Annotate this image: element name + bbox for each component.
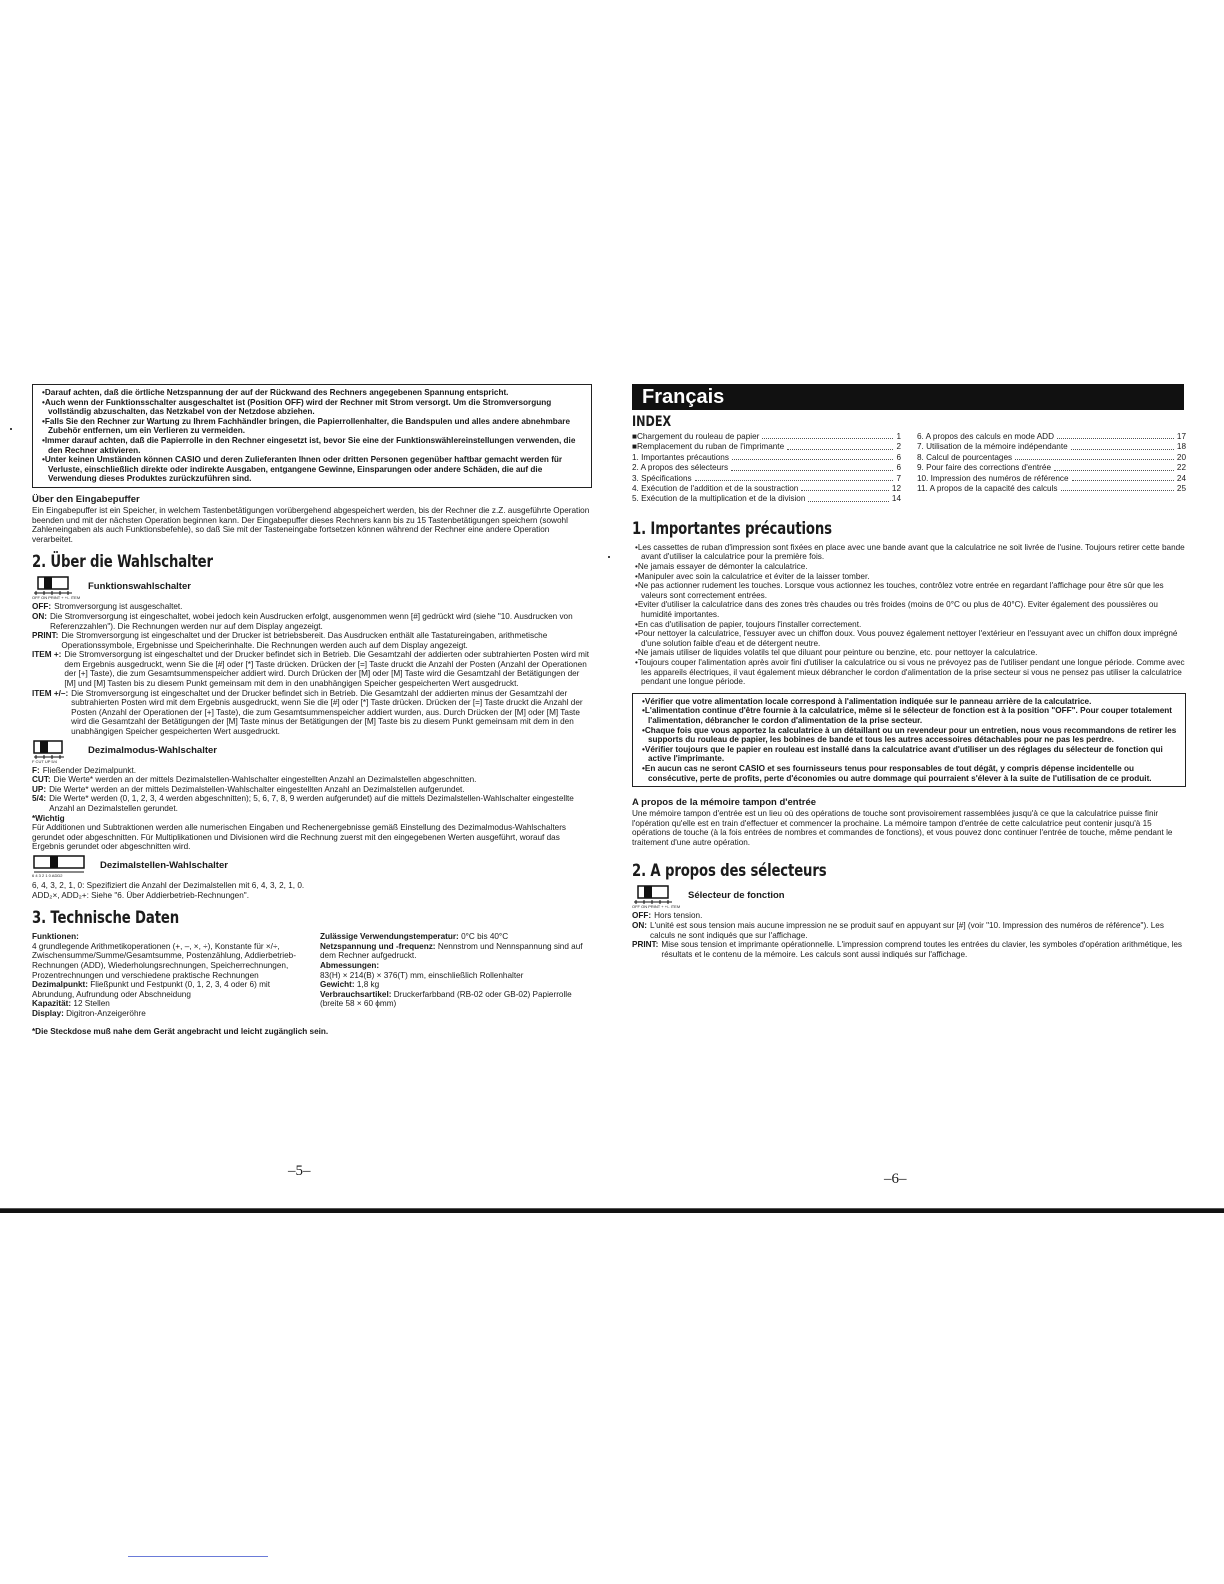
index-entry <box>917 474 1186 484</box>
spec-value: 0°C bis 40°C <box>461 932 509 942</box>
definition-value: Die Werte* werden an der mittels Dezimalstellen-Wahlschalter eingestellten Anzahl an Dezimalstellen aufgerundet. <box>49 784 465 794</box>
section-2-title: 2. Über die Wahlschalter <box>32 552 213 573</box>
function-selector-icon <box>632 885 681 910</box>
definition-key: 5/4: <box>32 794 47 804</box>
index-entry-page: 6 <box>896 463 901 473</box>
index-entry-page: 17 <box>1176 432 1186 441</box>
index-entry-title: 5. Exécution de la multiplication et de la division <box>632 494 806 504</box>
definition-key: OFF: <box>632 911 652 921</box>
spec-value: Druckerfarbband (RB-02 oder GB-02) Papierrolle (breite 58 × 60 ϕmm) <box>320 989 572 1009</box>
index-entry <box>632 484 901 494</box>
index-entry-title: ■Remplacement du ruban de l'imprimante <box>632 442 785 452</box>
index-entry-page: 1 <box>896 432 901 441</box>
precaution-item: •Toujours couper l'alimentation après avoir fini d'utiliser la calculatrice ou si vous ne prévoyez pas de l'utiliser pendant une longue période. Comme avec les appareils électriques, il vaut également mieux débrancher le cordon d'alimentation de la prise secteur si vous ne pensez pas utiliser la calculatrice pendant une longue période. <box>635 657 1185 687</box>
index-entry-page: 24 <box>1176 473 1186 483</box>
precautions-list <box>632 543 1186 687</box>
index-entry <box>632 463 901 473</box>
precaution-item: •En cas d'utilisation de papier, toujours l'installer correctement. <box>635 619 862 629</box>
scan-speck <box>608 556 610 558</box>
scan-artifact-line <box>128 1556 268 1557</box>
index-dot-leader <box>1015 453 1174 460</box>
warning-item: •Falls Sie den Rechner zur Wartung zu Ihrem Fachhändler bringen, die Papierrollenhalter, die Bandspulen und alles andere abnehmbare Zubehör entfernen, um ein Verlieren zu vermeiden. <box>42 416 571 436</box>
section-3-title: 3. Technische Daten <box>32 908 180 929</box>
spec-value: Fließpunkt und Festpunkt (0, 1, 2, 3, 4 oder 6) mit Abrundung, Aufrundung oder Abschneidung <box>32 980 271 999</box>
decimal-place-text-1: 6, 4, 3, 2, 1, 0: Spezifiziert die Anzahl der Dezimalstellen mit 6, 4, 3, 2, 1, 0. <box>32 880 305 890</box>
warning-item: •L'alimentation continue d'être fournie à la calculatrice, même si le sélecteur de fonction est à la position "OFF". Pour couper totalement l'alimentation, débrancher le cordon d'alimentation de la prise secteur. <box>642 706 1172 725</box>
spec-label: Zulässige Verwendungstemperatur: <box>320 932 459 942</box>
definition-row <box>32 794 592 813</box>
index-dot-leader <box>808 494 888 501</box>
index-entry <box>632 442 901 452</box>
spec-row <box>320 932 592 942</box>
function-switch-label: Funktionswahlschalter <box>88 581 191 593</box>
warning-item: •Vérifier toujours que le papier en rouleau est installé dans la calculatrice avant d'utiliser un des réglages du sélecteur de fonction qui active l'imprimante. <box>642 744 1163 764</box>
definition-row <box>32 631 592 650</box>
function-selector-label: Sélecteur de fonction <box>688 890 785 902</box>
technical-data <box>32 932 592 1018</box>
buffer-title: Über den Eingabepuffer <box>32 493 140 505</box>
spec-row <box>32 942 304 980</box>
index-entry-title: 8. Calcul de pourcentages <box>917 452 1013 462</box>
section-1-title-fr: 1. Importantes précautions <box>632 518 832 539</box>
definition-value: Stromversorgung ist ausgeschaltet. <box>54 602 183 612</box>
index-entry-title: ■Chargement du rouleau de papier <box>632 432 760 441</box>
definition-value: Die Werte* werden an der mittels Dezimalstellen-Wahlschalter eingestellten Anzahl an Dezimalstellen abgeschnitten. <box>53 775 477 785</box>
spec-row <box>320 942 592 961</box>
language-banner: Français <box>632 384 1184 410</box>
spec-row <box>32 999 304 1009</box>
decimal-place-text-2: ADD₂×, ADD₂+: Siehe "6. Über Addierbetrieb-Rechnungen". <box>32 890 249 900</box>
index-dot-leader <box>1072 474 1174 481</box>
definition-row <box>32 785 592 795</box>
precaution-item: •Pour nettoyer la calculatrice, l'essuyer avec un chiffon doux. Vous pouvez également nettoyer l'extérieur en l'essuyant avec un chiffon doux imprégné d'une solution faible d'eau et de détergent neutre. <box>635 629 1178 648</box>
index-entry-page: 25 <box>1176 484 1186 494</box>
index-dot-leader <box>1057 432 1174 439</box>
index-entry-title: 7. Utilisation de la mémoire indépendante <box>917 442 1068 452</box>
index-dot-leader <box>1054 463 1174 470</box>
index-entry-title: 9. Pour faire des corrections d'entrée <box>917 463 1051 473</box>
function-switch-icon <box>32 576 81 601</box>
warning-box-german <box>32 384 592 488</box>
precaution-item: •Eviter d'utiliser la calculatrice dans des zones très chaudes ou très froides (moins de 0°C ou plus de 40°C). Eviter également des poussières ou humidité importantes. <box>635 600 1158 619</box>
page-number-left: –5– <box>288 1163 311 1179</box>
function-switch-ticks: OFF ON PRINT + +/- ITEM <box>32 595 81 601</box>
decimal-place-switch-icon <box>32 855 88 879</box>
spec-value: 12 Stellen <box>73 999 110 1009</box>
definition-value: Fließender Dezimalpunkt. <box>42 765 137 775</box>
definition-row <box>632 911 1186 921</box>
technical-data-left-column <box>32 932 304 1018</box>
index-entry-title: 1. Importantes précautions <box>632 452 729 462</box>
index-entry <box>917 453 1186 463</box>
warning-item: •Unter keinen Umständen können CASIO und deren Zulieferanten Ihnen oder dritten Personen gegenüber haftbar gemacht werden für Verluste, einschließlich direkte oder indirekte Ausgaben, entgangene Gewinne, Einsparungen oder andere Schäden, die auf die Verwendung dieses Produktes zurückzuführen sind. <box>42 455 563 484</box>
spec-row <box>320 961 592 971</box>
index-entry-title: 10. Impression des numéros de référence <box>917 473 1069 483</box>
definition-row <box>632 921 1186 940</box>
precaution-item: •Ne jamais utiliser de liquides volatils tel que diluant pour peinture ou benzine, etc. pour nettoyer la calculatrice. <box>635 648 1038 658</box>
index-entry <box>632 453 901 463</box>
definition-value: Die Stromversorgung ist eingeschaltet und der Drucker befindet sich in Betrieb. Die Gesamtzahl der addierten oder subtrahierten Posten wird mit dem Ergebnis ausgedruckt, wenn Sie die [#] oder [*] Taste drücken. Drücken der [=] Taste druckt die Anzahl der Posten (Anzahl der Operationen der [+] Taste), die zum Gesamtsummenspeicher addiert wird. Durch Drücken der [M] oder [M] Taste wird die Gesamtzahl der Betätigungen der [M] und [M] Tasten bis zu diesem Punkt gemeinsam mit dem in den unabhängigen Speicher gespeicherten Wert ausgedruckt. <box>64 650 590 689</box>
left-page-german <box>32 384 592 1036</box>
decimal-mode-switch-icon <box>32 740 76 764</box>
buffer-text: Ein Eingabepuffer ist ein Speicher, in welchem Tastenbetätigungen vorübergehend abgespeichert werden, bis der Rechner die z.Z. ausgeführte Operation beenden und mit der nächsten Operation beginnen kann. Der Eingabepuffer dieses Rechners kann bis zu 15 Tastenbetätigungen speichern (sowohl Zahleneingaben als auch Funktionsbefehle), so daß Sie mit der Tasteneingabe fortsetzen können während der Rechner eine andere Operation verarbeitet. <box>32 505 590 544</box>
decimal-place-switch-ticks: 6 4 3 2 1 0 ADD2 <box>32 872 63 878</box>
index-entry <box>632 432 901 442</box>
definition-key: ITEM +: <box>32 650 62 660</box>
decimal-mode-switch-ticks: F CUT UP 5/4 <box>32 758 57 764</box>
index-entry <box>632 494 901 504</box>
warning-item: •Vérifier que votre alimentation locale correspond à l'alimentation indiquée sur le panneau arrière de la calculatrice. <box>642 696 1092 706</box>
index-dot-leader <box>787 442 893 449</box>
definition-row <box>32 650 592 688</box>
index-entry <box>917 463 1186 473</box>
definition-key: ON: <box>32 611 48 621</box>
note-title: *Wichtig <box>32 813 65 823</box>
definition-value: Die Stromversorgung ist eingeschaltet und der Drucker befindet sich in Betrieb. Die Gesamtzahl der addierten minus der Gesamtzahl der subtrahierten Posten wird mit dem Ergebnis ausgedruckt, wenn Sie die [#] oder [*] Taste drücken. Drücken der [=] Taste druckt die Anzahl der Posten (Anzahl der Operationen der [+] Taste), die zum Gesamtsummenspeicher addiert wurden, aus. Durch Drücken der [M] oder [M] Taste wird die Gesamtzahl der Betätigungen der [M] Taste minus der Betätigungen der [M] Taste bis zu diesem Punkt gemeinsam mit dem in den unabhängigen Speicher gespeicherten Wert ausgedruckt. <box>71 688 583 737</box>
definition-value: Die Werte* werden (0, 1, 2, 3, 4 werden abgeschnitten); 5, 6, 7, 8, 9 werden aufgerundet) auf die mittels Dezimalstellen-Wahlschalter eingestellte Anzahl an Dezimalstellen gerundet. <box>49 794 574 813</box>
function-selector-definitions <box>632 911 1186 959</box>
index-dot-leader <box>732 453 893 460</box>
index-title: INDEX <box>632 414 672 430</box>
spec-label: Abmessungen: <box>320 960 380 970</box>
index-entry-title: 4. Exécution de l'addition et de la soustraction <box>632 484 799 494</box>
right-page-french <box>632 384 1186 959</box>
index-dot-leader <box>1061 484 1174 491</box>
spec-row <box>32 980 304 999</box>
function-switch-definitions <box>32 602 592 736</box>
spec-label: Gewicht: <box>320 980 355 990</box>
index-dot-leader <box>1071 442 1174 449</box>
definition-key: OFF: <box>32 602 52 612</box>
spec-label: Display: <box>32 1008 64 1018</box>
scan-speck <box>10 428 12 430</box>
section-2-title-fr: 2. A propos des sélecteurs <box>632 861 827 882</box>
page-bottom-border <box>0 1209 1224 1213</box>
index-right-column <box>917 432 1186 505</box>
warning-item: •Chaque fois que vous apportez la calculatrice à un détaillant ou un revendeur pour un entretien, nous vous recommandons de retirer les supports du rouleau de papier, les bobines de bande et tous les autres accessoires détachables pour ne pas les perdre. <box>642 725 1177 745</box>
spec-row <box>32 932 304 942</box>
precaution-item: •Les cassettes de ruban d'impression sont fixées en place avec une bande avant que la calculatrice ne soit livrée de l'usine. Toujours retirer cette bande avant d'utiliser la calculatrice pour la première fois. <box>635 542 1185 562</box>
definition-row <box>32 602 592 612</box>
spec-row <box>320 980 592 990</box>
warning-item: •Immer darauf achten, daß die Papierrolle in den Rechner eingesetzt ist, bevor Sie eine der Funktionswählereinstellungen verwenden, die den Rechner aktivieren. <box>42 435 576 455</box>
page-number-right: –6– <box>884 1171 907 1187</box>
buffer-text-fr: Une mémoire tampon d'entrée est un lieu où des opérations de touche sont provisoirement rassemblées jusqu'à ce que la calculatrice puisse finir l'opération qu'elle est en train d'effectuer et commencer la prochaine. La mémoire tampon d'entrée de cette calculatrice peut contenir jusqu'à 15 opérations de touche (à la fois entrées de nombres et commandes de fonctions), et vous pouvez donc continuer l'entrée de touche, même pendant le traitement d'une autre opération. <box>632 809 1173 847</box>
index-entry-page: 12 <box>891 484 901 494</box>
definition-row <box>32 612 592 631</box>
index-entry-page: 6 <box>896 452 901 462</box>
index-entry-title: 2. A propos des sélecteurs <box>632 463 729 473</box>
function-selector-row-fr <box>632 885 1186 909</box>
index-entry-page: 18 <box>1176 442 1186 452</box>
decimal-mode-switch-row <box>32 740 592 764</box>
index-entry-page: 7 <box>896 473 901 483</box>
spec-value: 83(H) × 214(B) × 376(T) mm, einschließlich Rollenhalter <box>320 970 524 980</box>
index-entry-page: 22 <box>1176 463 1186 473</box>
index-dot-leader <box>731 463 893 470</box>
function-switch-row <box>32 576 592 600</box>
decimal-mode-definitions <box>32 766 592 814</box>
decimal-mode-switch-label: Dezimalmodus-Wahlschalter <box>88 744 217 756</box>
index-entry-title: 11. A propos de la capacité des calculs <box>917 484 1058 494</box>
index-entry <box>917 442 1186 452</box>
spec-label: Kapazität: <box>32 999 72 1009</box>
index-table <box>632 432 1186 505</box>
function-selector-ticks: OFF ON PRINT + +/- ITEM <box>632 904 681 910</box>
definition-key: UP: <box>32 784 47 794</box>
spec-value: 1,8 kg <box>356 980 380 990</box>
index-entry <box>632 474 901 484</box>
index-left-column <box>632 432 901 505</box>
warning-item: •Darauf achten, daß die örtliche Netzspannung der auf der Rückwand des Rechners angegebenen Spannung entspricht. <box>42 388 509 397</box>
technical-data-right-column <box>320 932 592 1018</box>
note-text: Für Additionen und Subtraktionen werden alle numerischen Eingaben und Rechenergebnisse gemäß Einstellung des Dezimalmodus-Wahlschalters gerundet oder abgeschnitten. Für Multiplikationen und Divisionen wird die Rechnung zuerst mit den eingegebenen Werten ausgeführt, worauf das Ergebnis gerundet oder abgeschnitten wird. <box>32 823 567 852</box>
definition-key: ON: <box>632 921 648 931</box>
index-entry <box>917 484 1186 494</box>
precaution-item: •Ne pas actionner rudement les touches. Lorsque vous actionnez les touches, contrôlez votre entrée en regardant l'affichage pour être sûr que les valeurs sont correctement entrées. <box>635 581 1164 600</box>
precaution-item: •Ne jamais essayer de démonter la calculatrice. <box>635 562 808 572</box>
warning-item: •En aucun cas ne seront CASIO et ses fournisseurs tenus pour responsables de tout dégât, y compris dépense incidentelle ou consécutive, perte de profits, perte d'économies ou autre dommage qui pourraient s'élever à la suite de l'utilisation de ce produit. <box>642 763 1152 783</box>
warning-item: •Auch wenn der Funktionsschalter ausgeschaltet ist (Position OFF) wird der Rechner mit Strom versorgt. Um die Stromversorgung vollständig abzuschalten, das Netzkabel von der Netzdose abziehen. <box>42 397 552 417</box>
spec-value: Digitron-Anzeigeröhre <box>66 1008 146 1018</box>
spec-row <box>320 971 592 981</box>
spec-label: Netzspannung und -frequenz: <box>320 941 436 951</box>
spec-value: 4 grundlegende Arithmetikoperationen (+, –, ×, ÷), Konstante für ×/÷, Zwischensumme/Summe/Gesamtsumme, Postenzählung, Addierbetrieb-Rechnungen (ADD), Wiederholungsrechnungen, Speicherrechnungen, Prozentrechnungen und verschiedene praktische Rechnungen <box>32 941 296 980</box>
definition-row <box>32 766 592 776</box>
definition-key: F: <box>32 765 40 775</box>
definition-value: Mise sous tension et imprimante opérationnelle. L'impression comprend toutes les entrées du clavier, les symboles d'opération arithmétique, les résultats et le contenu de la mémoire. Les calculs sont aussi indiqués sur l'affichage. <box>661 940 1182 959</box>
definition-value: Hors tension. <box>654 911 703 921</box>
definition-key: PRINT: <box>632 940 659 950</box>
decimal-place-switch-row <box>32 855 592 879</box>
index-entry-page: 14 <box>891 494 901 504</box>
definition-row <box>632 940 1186 959</box>
definition-row <box>32 689 592 737</box>
definition-key: CUT: <box>32 775 51 785</box>
spec-value: Nennstrom und Nennspannung sind auf dem Rechner aufgedruckt. <box>320 941 583 961</box>
definition-row <box>32 775 592 785</box>
index-entry-page: 2 <box>896 442 901 452</box>
index-dot-leader <box>801 484 889 491</box>
spec-row <box>32 1009 304 1019</box>
definition-value: Die Stromversorgung ist eingeschaltet, wobei jedoch kein Ausdrucken erfolgt, ausgenommen wenn [#] gedrückt wird (siehe "10. Ausdrucken von Referenzzahlen"). Die Rechnungen werden nur auf dem Display angezeigt. <box>50 611 573 631</box>
index-entry-page: 20 <box>1176 452 1186 462</box>
index-dot-leader <box>762 432 893 439</box>
spec-label: Dezimalpunkt: <box>32 980 88 990</box>
definition-key: PRINT: <box>32 631 59 641</box>
buffer-title-fr: A propos de la mémoire tampon d'entrée <box>632 797 817 809</box>
socket-note: *Die Steckdose muß nahe dem Gerät angebracht und leicht zugänglich sein. <box>32 1026 329 1036</box>
index-entry <box>917 432 1186 442</box>
spec-label: Funktionen: <box>32 932 79 942</box>
definition-value: L'unité est sous tension mais aucune impression ne se produit sauf en appuyant sur [#] (voir "10. Impression des numéros de référence"). Les calculs ne sont indiqués que sur l'affichage. <box>650 921 1164 940</box>
spec-label: Verbrauchsartikel: <box>320 989 392 999</box>
spec-row <box>320 990 592 1009</box>
warning-box-french <box>632 693 1186 787</box>
index-entry-title: 6. A propos des calculs en mode ADD <box>917 432 1054 441</box>
definition-key: ITEM +/–: <box>32 688 69 698</box>
index-entry-title: 3. Spécifications <box>632 473 692 483</box>
precaution-item: •Manipuler avec soin la calculatrice et éviter de la laisser tomber. <box>635 571 870 581</box>
definition-value: Die Stromversorgung ist eingeschaltet und der Drucker ist betriebsbereit. Das Ausdrucken enthält alle Tastatureingaben, arithmetische Operationssymbole, Ergebnisse und Speicherinhalte. Die Rechnungen werden auch auf dem Display angezeigt. <box>61 631 548 650</box>
index-dot-leader <box>695 474 894 481</box>
decimal-place-switch-label: Dezimalstellen-Wahlschalter <box>100 859 228 871</box>
